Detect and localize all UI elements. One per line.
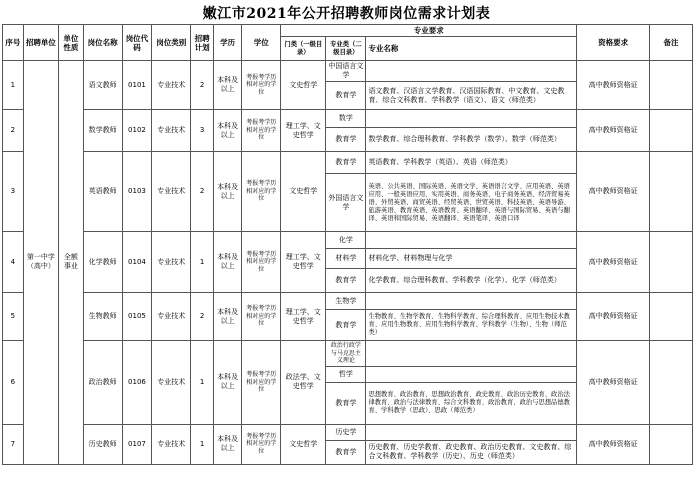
cell-post-code: 0106 bbox=[122, 341, 152, 425]
cell-major: 数学教育、综合理科教育、学科教学（数学）、数学（师范类） bbox=[366, 128, 577, 152]
cell-remark bbox=[650, 61, 693, 110]
cell-category: 理工学、文史哲学 bbox=[281, 110, 326, 152]
cell-major bbox=[366, 366, 577, 382]
cell-post-type: 专业技术 bbox=[152, 152, 191, 232]
cell-qualification: 高中教师资格证 bbox=[577, 232, 650, 293]
cell-education: 本科及以上 bbox=[213, 152, 241, 232]
cell-count: 2 bbox=[191, 293, 214, 341]
cell-remark bbox=[650, 152, 693, 232]
cell-category: 文史哲学 bbox=[281, 424, 326, 464]
cell-major: 化学教育、综合理科教育、学科教学（化学）、化学（师范类） bbox=[366, 269, 577, 293]
cell-post-code: 0103 bbox=[122, 152, 152, 232]
cell-education: 本科及以上 bbox=[213, 341, 241, 425]
cell-post-code: 0105 bbox=[122, 293, 152, 341]
cell-post-type: 专业技术 bbox=[152, 61, 191, 110]
cell-category: 政法学、文史哲学 bbox=[281, 341, 326, 425]
header-qualification: 资格要求 bbox=[577, 25, 650, 61]
header-post-code: 岗位代码 bbox=[122, 25, 152, 61]
cell-subcategory: 教育学 bbox=[326, 440, 366, 464]
cell-subcategory: 生物学 bbox=[326, 293, 366, 310]
cell-major: 材料化学、材料物理与化学 bbox=[366, 249, 577, 269]
document-title: 嫩江市2021年公开招聘教师岗位需求计划表 bbox=[202, 6, 491, 22]
cell-post-name: 数学教师 bbox=[83, 110, 122, 152]
cell-qualification: 高中教师资格证 bbox=[577, 110, 650, 152]
cell-subcategory: 中国语言文学 bbox=[326, 61, 366, 82]
cell-post-type: 专业技术 bbox=[152, 424, 191, 464]
header-degree: 学位 bbox=[242, 25, 281, 61]
cell-qualification: 高中教师资格证 bbox=[577, 61, 650, 110]
cell-seq: 1 bbox=[3, 61, 24, 110]
cell-subcategory: 数学 bbox=[326, 110, 366, 128]
cell-post-code: 0102 bbox=[122, 110, 152, 152]
cell-unit-nature: 全额事业 bbox=[59, 61, 84, 465]
cell-post-name: 政治教师 bbox=[83, 341, 122, 425]
header-remark: 备注 bbox=[650, 25, 693, 61]
cell-major bbox=[366, 232, 577, 249]
cell-major bbox=[366, 110, 577, 128]
cell-degree: 考报考学历相对应的学位 bbox=[242, 232, 281, 293]
cell-post-code: 0107 bbox=[122, 424, 152, 464]
cell-major bbox=[366, 424, 577, 440]
cell-count: 1 bbox=[191, 424, 214, 464]
cell-subcategory: 教育学 bbox=[326, 382, 366, 424]
header-category: 门类（一级目录） bbox=[281, 37, 326, 61]
cell-remark bbox=[650, 232, 693, 293]
header-count: 招聘计划 bbox=[191, 25, 214, 61]
header-subcategory: 专业类（二级目录） bbox=[326, 37, 366, 61]
cell-count: 1 bbox=[191, 232, 214, 293]
cell-post-name: 历史教师 bbox=[83, 424, 122, 464]
cell-major: 英语、公共英语、国际英语、英语文学、英语语言文学、应用英语、英语应用、一般英语应用、实用英语、商务英语、电子商务英语、经济贸易英语、外贸英语、商贸英语、经贸英语、世贸英语、科技英语、英语导游、旅游英语、教育英语、英语教育、英语翻译、英语与国际贸易、英语与翻译、英语和国际贸易、英语翻译、英语笔译、英语口译 bbox=[366, 174, 577, 232]
cell-subcategory: 教育学 bbox=[326, 82, 366, 110]
cell-major: 英语教育、学科教学（英语）、英语（师范类） bbox=[366, 152, 577, 174]
cell-post-type: 专业技术 bbox=[152, 341, 191, 425]
header-education: 学历 bbox=[213, 25, 241, 61]
header-unit-nature: 单位性质 bbox=[59, 25, 84, 61]
cell-major bbox=[366, 293, 577, 310]
header-major-name: 专业名称 bbox=[366, 37, 577, 61]
cell-post-name: 语文教师 bbox=[83, 61, 122, 110]
cell-qualification: 高中教师资格证 bbox=[577, 424, 650, 464]
cell-count: 3 bbox=[191, 110, 214, 152]
cell-subcategory: 历史学 bbox=[326, 424, 366, 440]
cell-major bbox=[366, 61, 577, 82]
cell-qualification: 高中教师资格证 bbox=[577, 293, 650, 341]
cell-seq: 7 bbox=[3, 424, 24, 464]
cell-post-name: 英语教师 bbox=[83, 152, 122, 232]
cell-seq: 4 bbox=[3, 232, 24, 293]
cell-subcategory: 教育学 bbox=[326, 128, 366, 152]
cell-major bbox=[366, 341, 577, 367]
cell-qualification: 高中教师资格证 bbox=[577, 152, 650, 232]
cell-category: 文史哲学 bbox=[281, 61, 326, 110]
header-major-req: 专业要求 bbox=[281, 25, 577, 37]
cell-degree: 考报考学历相对应的学位 bbox=[242, 152, 281, 232]
cell-category: 文史哲学 bbox=[281, 152, 326, 232]
cell-remark bbox=[650, 293, 693, 341]
cell-post-code: 0104 bbox=[122, 232, 152, 293]
cell-subcategory: 教育学 bbox=[326, 269, 366, 293]
cell-count: 1 bbox=[191, 341, 214, 425]
cell-major: 历史教育、历史学教育、政史教育、政治历史教育、文史教育、综合文科教育、学科教学（历史）、历史（师范类） bbox=[366, 440, 577, 464]
cell-education: 本科及以上 bbox=[213, 232, 241, 293]
cell-remark bbox=[650, 110, 693, 152]
cell-degree: 考报考学历相对应的学位 bbox=[242, 293, 281, 341]
cell-major: 生物教育、生物学教育、生物科学教育、综合理科教育、应用生物技术教育、应用生物教育、应用生物科学教育、学科教学（生物）、生物（师范类） bbox=[366, 310, 577, 341]
cell-subcategory: 教育学 bbox=[326, 310, 366, 341]
cell-post-type: 专业技术 bbox=[152, 232, 191, 293]
cell-qualification: 高中教师资格证 bbox=[577, 341, 650, 425]
cell-subcategory: 化学 bbox=[326, 232, 366, 249]
cell-seq: 3 bbox=[3, 152, 24, 232]
cell-seq: 2 bbox=[3, 110, 24, 152]
cell-major: 语文教育、汉语言文学教育、汉语国际教育、中文教育、文史教育、综合文科教育、学科教学（语文）、语文（师范类） bbox=[366, 82, 577, 110]
cell-subcategory: 教育学 bbox=[326, 152, 366, 174]
cell-subcategory: 政治行政学与马克思主义理论 bbox=[326, 341, 366, 367]
cell-education: 本科及以上 bbox=[213, 424, 241, 464]
header-seq: 序号 bbox=[3, 25, 24, 61]
cell-count: 2 bbox=[191, 61, 214, 110]
cell-education: 本科及以上 bbox=[213, 61, 241, 110]
cell-subcategory: 哲学 bbox=[326, 366, 366, 382]
cell-degree: 考报考学历相对应的学位 bbox=[242, 110, 281, 152]
cell-major: 思想教育、政治教育、思想政治教育、政史教育、政治历史教育、政治法律教育、政治与法律教育、综合文科教育、政治教育、政治与思想品德教育、学科教学（思政）、思政（师范类） bbox=[366, 382, 577, 424]
cell-post-name: 生物教师 bbox=[83, 293, 122, 341]
cell-post-code: 0101 bbox=[122, 61, 152, 110]
cell-unit: 第一中学（高中） bbox=[23, 61, 58, 465]
header-post-type: 岗位类别 bbox=[152, 25, 191, 61]
cell-category: 理工学、文史哲学 bbox=[281, 293, 326, 341]
cell-degree: 考报考学历相对应的学位 bbox=[242, 424, 281, 464]
cell-seq: 6 bbox=[3, 341, 24, 425]
cell-remark bbox=[650, 341, 693, 425]
cell-count: 2 bbox=[191, 152, 214, 232]
cell-subcategory: 材料学 bbox=[326, 249, 366, 269]
cell-post-type: 专业技术 bbox=[152, 110, 191, 152]
cell-post-name: 化学教师 bbox=[83, 232, 122, 293]
cell-category: 理工学、文史哲学 bbox=[281, 232, 326, 293]
cell-degree: 考报考学历相对应的学位 bbox=[242, 61, 281, 110]
cell-seq: 5 bbox=[3, 293, 24, 341]
cell-remark bbox=[650, 424, 693, 464]
recruitment-table bbox=[2, 24, 693, 465]
cell-subcategory: 外国语言文学 bbox=[326, 174, 366, 232]
cell-degree: 考报考学历相对应的学位 bbox=[242, 341, 281, 425]
header-unit: 招聘单位 bbox=[23, 25, 58, 61]
cell-education: 本科及以上 bbox=[213, 110, 241, 152]
cell-post-type: 专业技术 bbox=[152, 293, 191, 341]
header-post-name: 岗位名称 bbox=[83, 25, 122, 61]
cell-education: 本科及以上 bbox=[213, 293, 241, 341]
